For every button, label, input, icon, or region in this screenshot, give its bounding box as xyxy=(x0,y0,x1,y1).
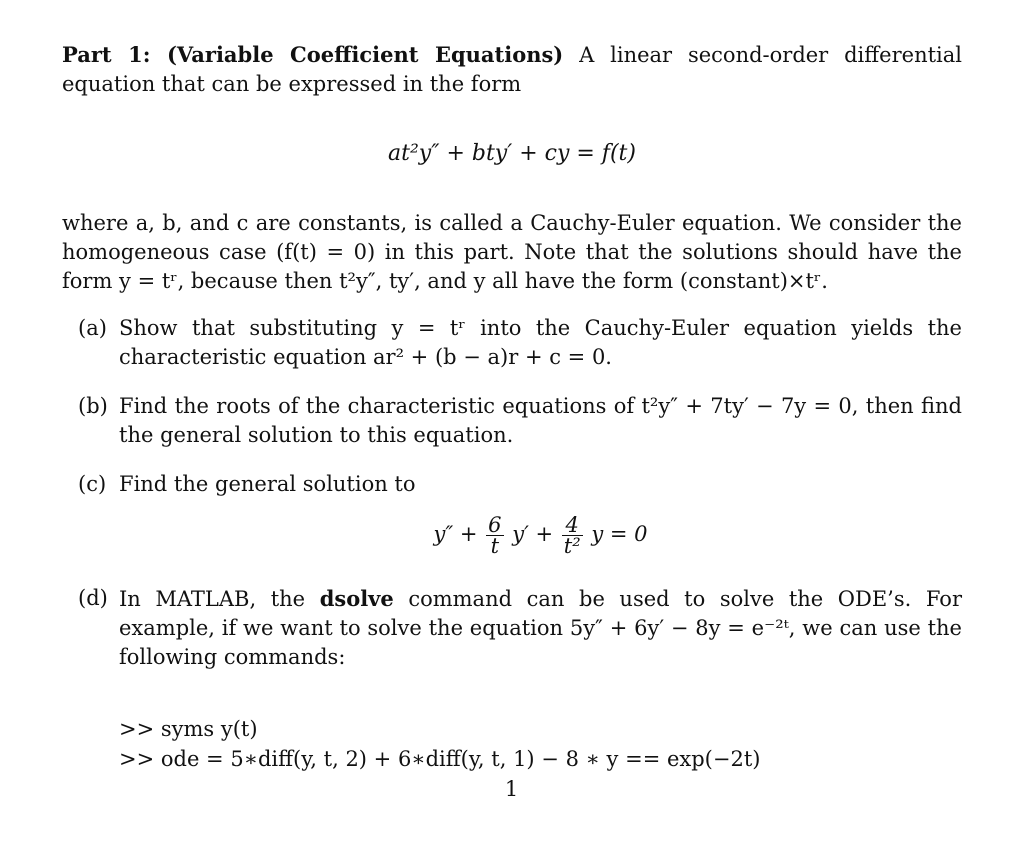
question-label: (a) xyxy=(78,316,107,340)
code-line: >> syms y(t) xyxy=(119,717,258,741)
frac-denominator: t xyxy=(490,534,500,558)
dsolve-keyword: dsolve xyxy=(319,586,394,611)
text-before: In MATLAB, the xyxy=(119,587,306,611)
part-heading: Part 1: (Variable Coefficient Equations) xyxy=(62,42,564,67)
page-number: 1 xyxy=(504,777,519,801)
question-text xyxy=(119,584,962,672)
question-text: Show that substituting y = tʳ into the Cauchy-Euler equation yields the characteristic equation ar² + (b − a)r + c = 0. xyxy=(119,316,962,369)
intro-paragraph xyxy=(62,40,962,99)
question-text: Find the general solution to xyxy=(119,472,416,496)
question-c xyxy=(62,470,962,556)
eq-mid: y′ + xyxy=(512,522,554,546)
fraction-6-over-t xyxy=(486,515,503,556)
code-line: >> ode = 5∗diff(y, t, 2) + 6∗diff(y, t, 1) − 8 ∗ y == exp(−2t) xyxy=(119,747,761,771)
eq-tail: y = 0 xyxy=(591,522,648,546)
question-label: (b) xyxy=(78,394,108,418)
question-b xyxy=(62,392,962,450)
matlab-code-block xyxy=(62,714,962,774)
question-text: Find the roots of the characteristic equations of t²y″ + 7ty′ − 7y = 0, then find the general solution to this equation. xyxy=(119,394,962,447)
document-page xyxy=(62,40,962,774)
ode-equation xyxy=(119,515,962,556)
intro-text: A linear second-order differential equation that can be expressed in the form xyxy=(62,43,962,96)
question-list xyxy=(62,314,962,672)
text-after: command can be used to solve the ODE’s. For example, if we want to solve the equation 5y″ + 6y′ − 8y = e⁻²ᵗ, we can use the following commands: xyxy=(119,587,962,669)
cauchy-euler-equation: at²y″ + bty′ + cy = f(t) xyxy=(388,141,636,166)
frac-denominator: t² xyxy=(563,534,581,558)
fraction-4-over-t2 xyxy=(562,515,583,556)
question-label: (c) xyxy=(78,472,107,496)
frac-numerator: 4 xyxy=(562,515,583,536)
question-label: (d) xyxy=(78,586,108,610)
question-d xyxy=(62,584,962,672)
question-a xyxy=(62,314,962,372)
frac-numerator: 6 xyxy=(488,513,502,537)
definition-paragraph: where a, b, and c are constants, is called a Cauchy-Euler equation. We consider the homogeneous case (f(t) = 0) in this part. Note that the solutions should have the form y = tʳ, because then t²y″, ty′, and y all have the form (constant)×tʳ. xyxy=(62,211,962,293)
eq-lead: y″ + xyxy=(433,522,478,546)
